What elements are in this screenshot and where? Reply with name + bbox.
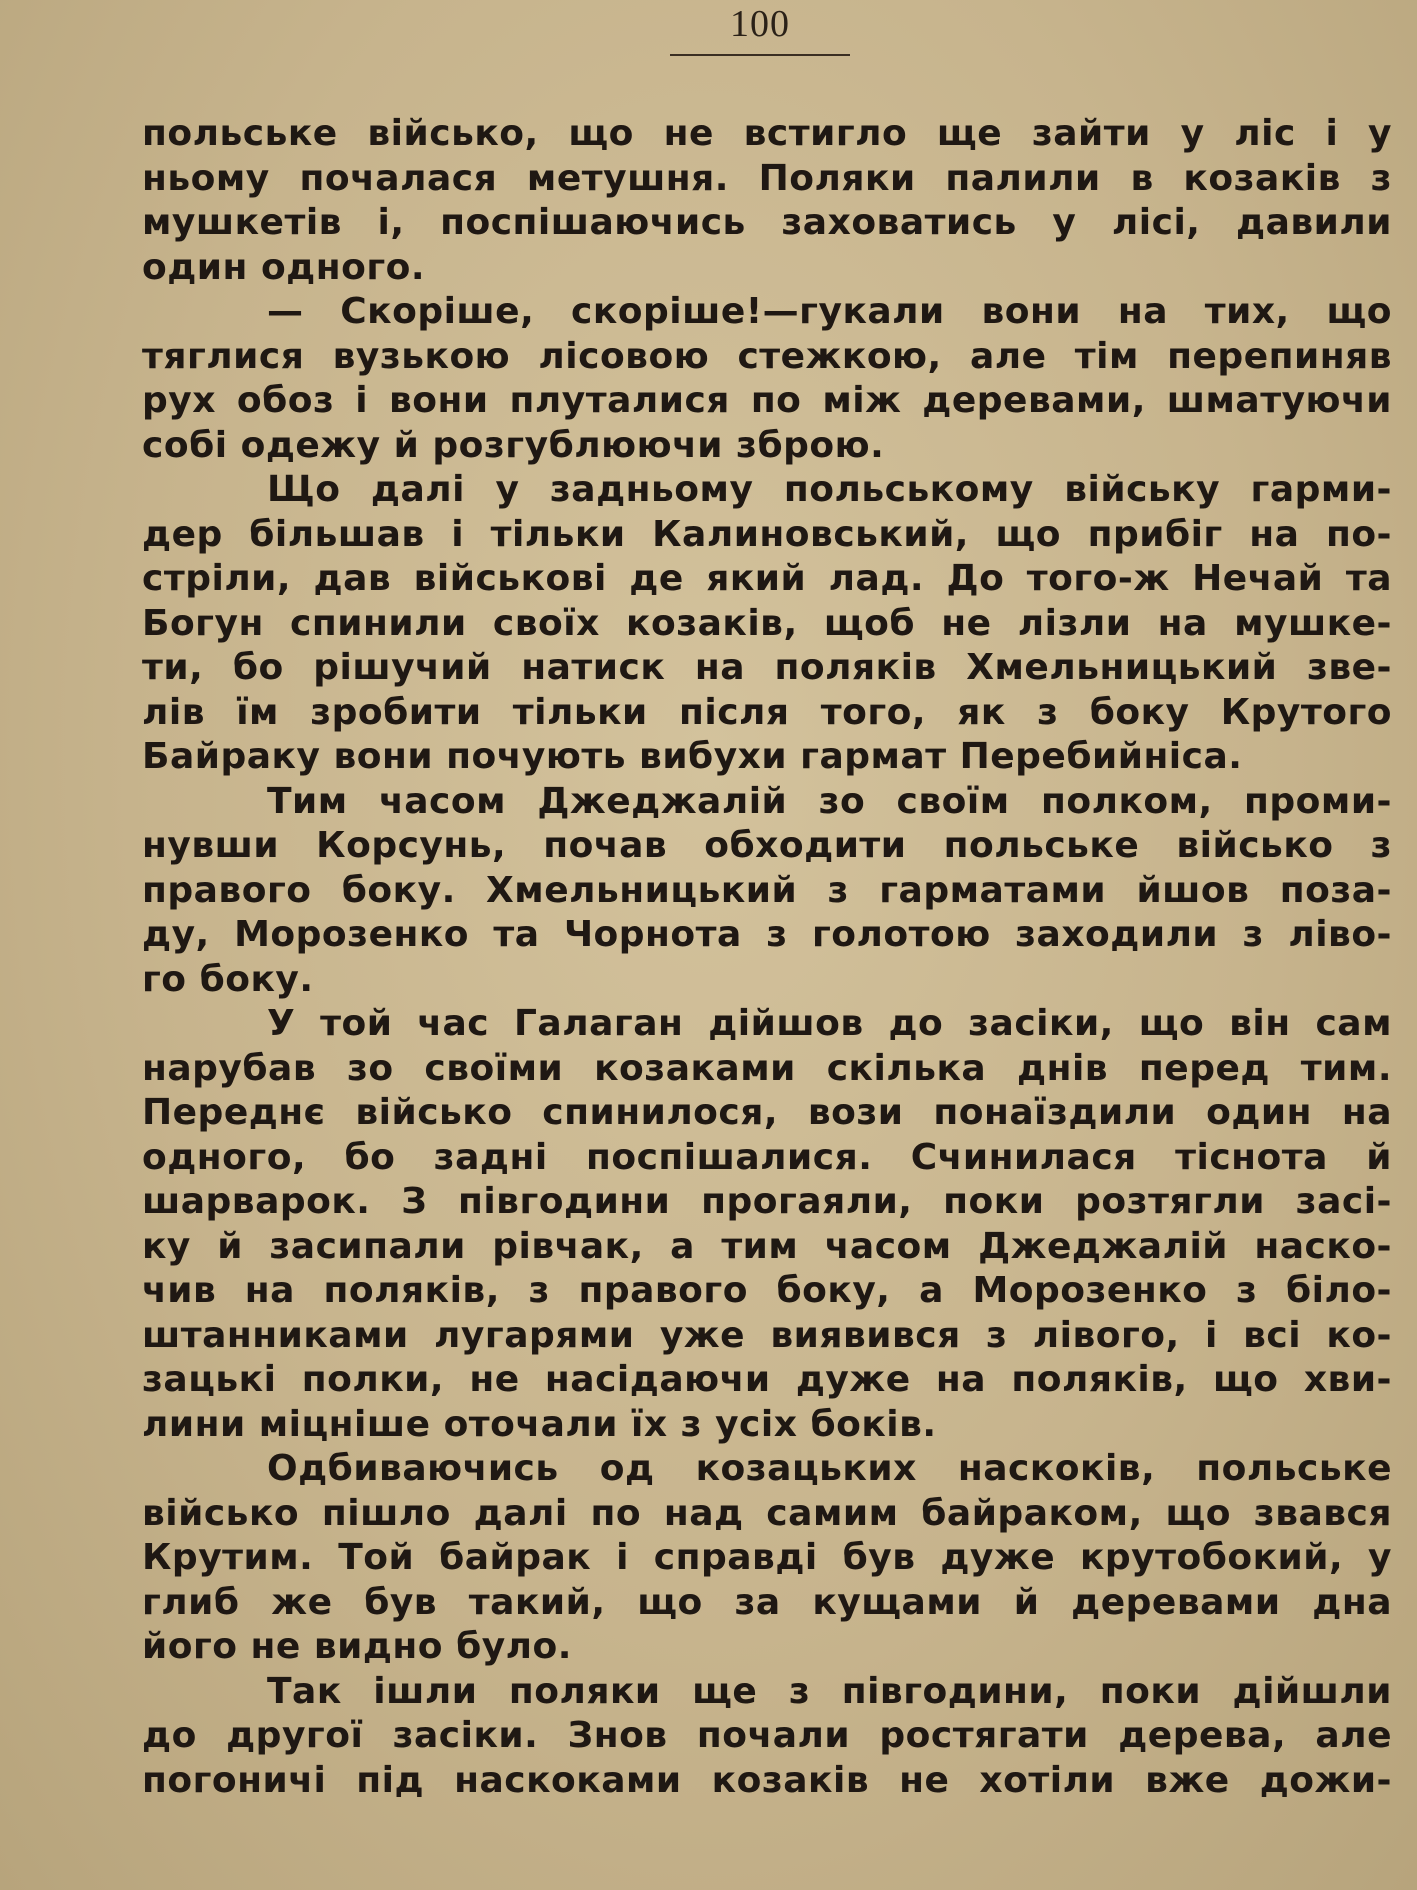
text-line: правого боку. Хмельницький з гарматами йшов поза-	[142, 869, 1392, 911]
text-line: глиб же був такий, що за кущами й деревами дна	[142, 1581, 1392, 1623]
text-line: го боку.	[142, 958, 314, 1000]
text-line: дер більшав і тільки Калиновський, що прибіг на по-	[142, 513, 1392, 555]
text-line: його не видно було.	[142, 1626, 572, 1667]
text-line: нарубав зо своїми козаками скілька днів перед тим.	[142, 1047, 1392, 1089]
text-line: тяглися вузькою лісовою стежкою, але тім перепиняв	[142, 335, 1392, 377]
text-line: лини міцніше оточали їх з усіх боків.	[142, 1403, 937, 1445]
text-line: ти, бо рішучий натиск на поляків Хмельницький зве-	[142, 647, 1392, 688]
text-line: ньому почалася метушня. Поляки палили в козаків з	[142, 157, 1392, 199]
text-line: стріли, дав військові де який лад. До того-ж Нечай та	[142, 558, 1392, 599]
text-line: Тим часом Джеджалій зо своїм полком, проми-	[267, 780, 1392, 822]
text-line: зацькі полки, не насідаючи дуже на поляків, що хви-	[142, 1359, 1392, 1400]
text-line: нувши Корсунь, почав обходити польське військо з	[142, 825, 1392, 866]
text-line: У той час Галаган дійшов до засіки, що він сам	[267, 1003, 1392, 1044]
text-line: військо пішло далі по над самим байраком, що звався	[142, 1492, 1392, 1534]
text-line: мушкетів і, поспішаючись заховатись у лісі, давили	[142, 202, 1392, 243]
text-line: погоничі під наскоками козаків не хотіли вже дожи-	[142, 1759, 1392, 1801]
text-line: Байраку вони почують вибухи гармат Перебийніса.	[142, 736, 1243, 777]
text-line: до другої засіки. Знов почали ростягати дерева, але	[142, 1715, 1392, 1756]
text-line: Що далі у задньому польському війську гарми-	[267, 469, 1392, 510]
text-line: чив на поляків, з правого боку, а Морозенко з біло-	[142, 1270, 1392, 1311]
text-line: штанниками лугарями уже виявився з лівого, і всі ко-	[142, 1314, 1392, 1356]
text-line: Переднє військо спинилося, вози понаїздили один на	[142, 1092, 1392, 1133]
text-line: рух обоз і вони плуталися по між деревами, шматуючи	[142, 380, 1392, 421]
text-line: Богун спинили своїх козаків, щоб не лізли на мушке-	[142, 602, 1392, 644]
body-text	[142, 112, 1392, 1803]
text-line: ку й засипали рівчак, а тим часом Джеджалій наско-	[142, 1225, 1392, 1267]
text-line: один одного.	[142, 246, 426, 288]
text-line: Одбиваючись од козацьких наскоків, польське	[267, 1448, 1392, 1489]
text-line: Так ішли поляки ще з півгодини, поки дійшли	[267, 1670, 1392, 1712]
page-number-rule	[670, 54, 850, 56]
text-line: одного, бо задні поспішалися. Счинилася тіснота й	[142, 1136, 1392, 1178]
text-line: ду, Морозенко та Чорнота з голотою заходили з ліво-	[142, 914, 1392, 955]
text-line: Крутим. Той байрак і справді був дуже крутобокий, у	[142, 1537, 1392, 1578]
text-line: лів їм зробити тільки після того, як з боку Крутого	[142, 691, 1392, 733]
text-line: — Скоріше, скоріше!—гукали вони на тих, що	[267, 291, 1392, 332]
text-line: польське військо, що не встигло ще зайти у ліс і у	[142, 113, 1392, 154]
text-line: собі одежу й розгублюючи зброю.	[142, 424, 885, 466]
text-line: шарварок. З півгодини прогаяли, поки розтягли засі-	[142, 1181, 1392, 1222]
page-number: 100	[730, 3, 790, 45]
